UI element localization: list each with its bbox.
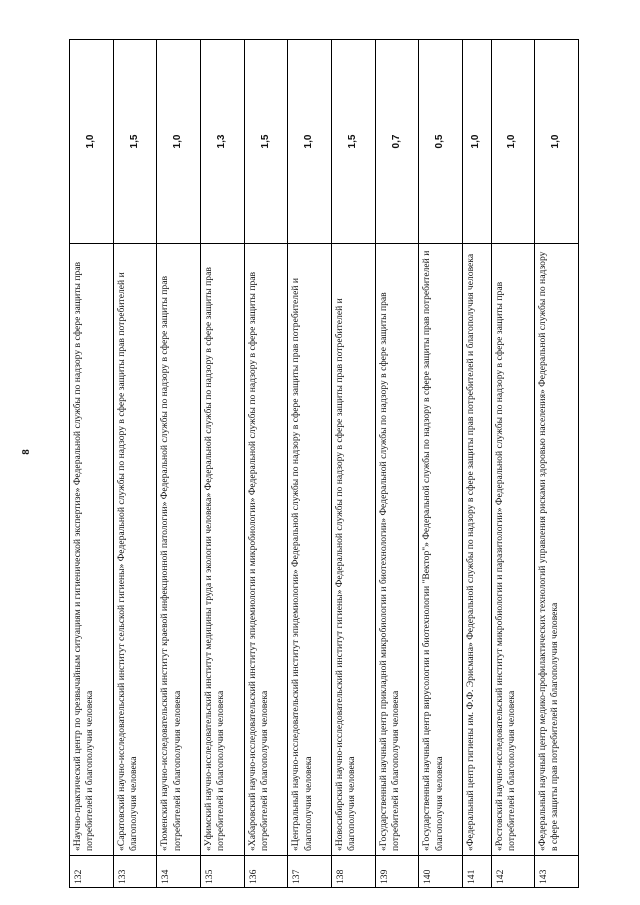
row-number: 137 [288,856,332,888]
row-number: 135 [201,856,245,888]
coefficient-value: 1,0 [535,40,579,244]
row-number: 140 [419,856,463,888]
institutions-table [69,39,579,888]
table-row [332,40,376,888]
table-row [419,40,463,888]
row-number: 134 [157,856,201,888]
row-number: 141 [463,856,491,888]
row-number: 132 [70,856,114,888]
institution-name: «Научно-практический центр по чрезвычайным ситуациям и гигиенической экспертизе» Федеральной службы по надзору в сфере защиты прав потребителей и благополучия человека [70,244,114,856]
coefficient-value: 1,0 [157,40,201,244]
coefficient-value: 1,5 [113,40,157,244]
table-row [491,40,535,888]
rotated-table-wrapper [69,40,579,888]
row-number: 138 [332,856,376,888]
table-row [244,40,288,888]
table-row [113,40,157,888]
institution-name: «Хабаровский научно-исследовательский институт эпидемиологии и микробиологии» Федеральной службы по надзору в сфере защиты прав потребителей и благополучия человека [244,244,288,856]
institution-name: «Государственный научный центр вирусологии и биотехнологии "Вектор"» Федеральной службы по надзору в сфере защиты прав потребителей и благополучия человека [419,244,463,856]
table-row [288,40,332,888]
institution-name: «Ростовский научно-исследовательский институт микробиологии и паразитологии» Федеральной службы по надзору в сфере защиты прав потребителей и благополучия человека [491,244,535,856]
coefficient-value: 0,7 [375,40,419,244]
institution-name: «Тюменский научно-исследовательский институт краевой инфекционной патологии» Федеральной службы по надзору в сфере защиты прав потребителей и благополучия человека [157,244,201,856]
table-row [535,40,579,888]
coefficient-value: 1,0 [463,40,491,244]
coefficient-value: 1,0 [288,40,332,244]
institution-name: «Уфимский научно-исследовательский институт медицины труда и экологии человека» Федеральной службы по надзору в сфере защиты прав потребителей и благополучия человека [201,244,245,856]
table-row [201,40,245,888]
institution-name: «Государственный научный центр прикладной микробиологии и биотехнологии» Федеральной службы по надзору в сфере защиты прав потребителей и благополучия человека [375,244,419,856]
coefficient-value: 1,5 [244,40,288,244]
institution-name: «Федеральный научный центр медико-профилактических технологий управления рисками здоровью населения» Федеральной службы по надзору в сфере защиты прав потребителей и благополучия человека [535,244,579,856]
coefficient-value: 1,0 [491,40,535,244]
row-number: 139 [375,856,419,888]
coefficient-value: 1,0 [70,40,114,244]
institution-name: «Саратовский научно-исследовательский институт сельской гигиены» Федеральной службы по надзору в сфере защиты прав потребителей и благополучия человека [113,244,157,856]
row-number: 136 [244,856,288,888]
table-row [157,40,201,888]
table-row [70,40,114,888]
page-number: 8 [20,449,32,455]
coefficient-value: 1,3 [201,40,245,244]
table-row [375,40,419,888]
coefficient-value: 0,5 [419,40,463,244]
table-row [463,40,491,888]
coefficient-value: 1,5 [332,40,376,244]
row-number: 143 [535,856,579,888]
institution-name: «Центральный научно-исследовательский институт эпидемиологии» Федеральной службы по надзору в сфере защиты прав потребителей и благополучия человека [288,244,332,856]
row-number: 133 [113,856,157,888]
institution-name: «Федеральный центр гигиены им. Ф.Ф. Эрисмана» Федеральной службы по надзору в сфере защиты прав потребителей и благополучия человека [463,244,491,856]
row-number: 142 [491,856,535,888]
institution-name: «Новосибирский научно-исследовательский институт гигиены» Федеральной службы по надзору в сфере защиты прав потребителей и благополучия человека [332,244,376,856]
